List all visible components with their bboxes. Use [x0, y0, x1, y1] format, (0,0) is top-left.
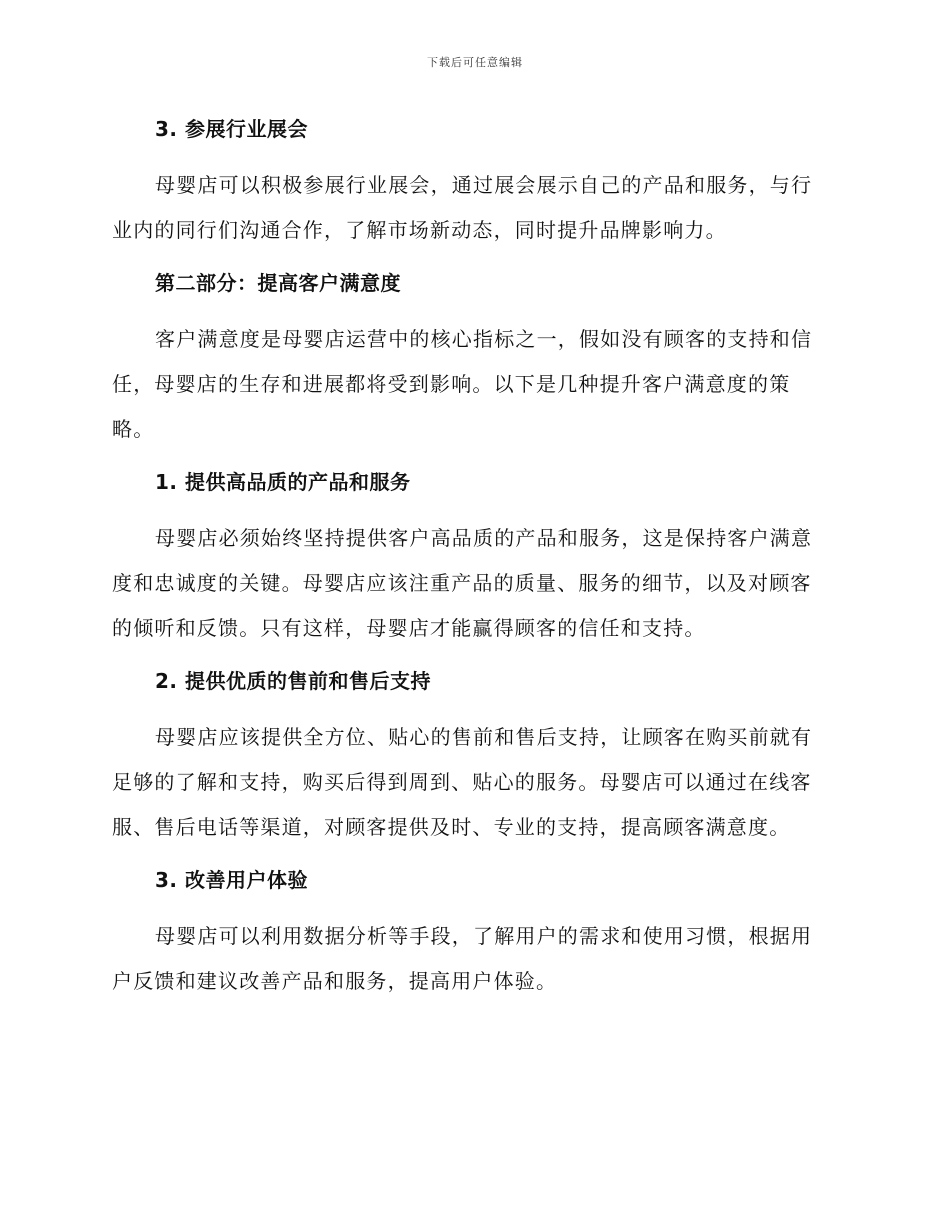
section-heading: 第二部分：提高客户满意度	[155, 271, 401, 295]
paragraph: 母婴店可以积极参展行业展会，通过展会展示自己的产品和服务，与行业内的同行们沟通合作，了解市场新动态，同时提升品牌影响力。	[112, 173, 813, 242]
document-body	[112, 108, 832, 1004]
header-note: 下载后可任意编辑	[427, 56, 523, 69]
paragraph: 母婴店可以利用数据分析等手段，了解用户的需求和使用习惯，根据用户反馈和建议改善产品和服务，提高用户体验。	[112, 924, 813, 993]
section-heading: 3. 参展行业展会	[155, 117, 308, 141]
section-heading: 1. 提供高品质的产品和服务	[155, 470, 411, 494]
section-heading: 2. 提供优质的售前和售后支持	[155, 669, 431, 693]
paragraph: 母婴店应该提供全方位、贴心的售前和售后支持，让顾客在购买前就有足够的了解和支持，购买后得到周到、贴心的服务。母婴店可以通过在线客服、售后电话等渠道，对顾客提供及时、专业的支持，提高顾客满意度。	[112, 725, 813, 839]
section-heading: 3. 改善用户体验	[155, 868, 308, 892]
paragraph: 母婴店必须始终坚持提供客户高品质的产品和服务，这是保持客户满意度和忠诚度的关键。母婴店应该注重产品的质量、服务的细节，以及对顾客的倾听和反馈。只有这样，母婴店才能赢得顾客的信任和支持。	[112, 526, 813, 640]
paragraph: 客户满意度是母婴店运营中的核心指标之一，假如没有顾客的支持和信任，母婴店的生存和进展都将受到影响。以下是几种提升客户满意度的策略。	[112, 327, 813, 441]
